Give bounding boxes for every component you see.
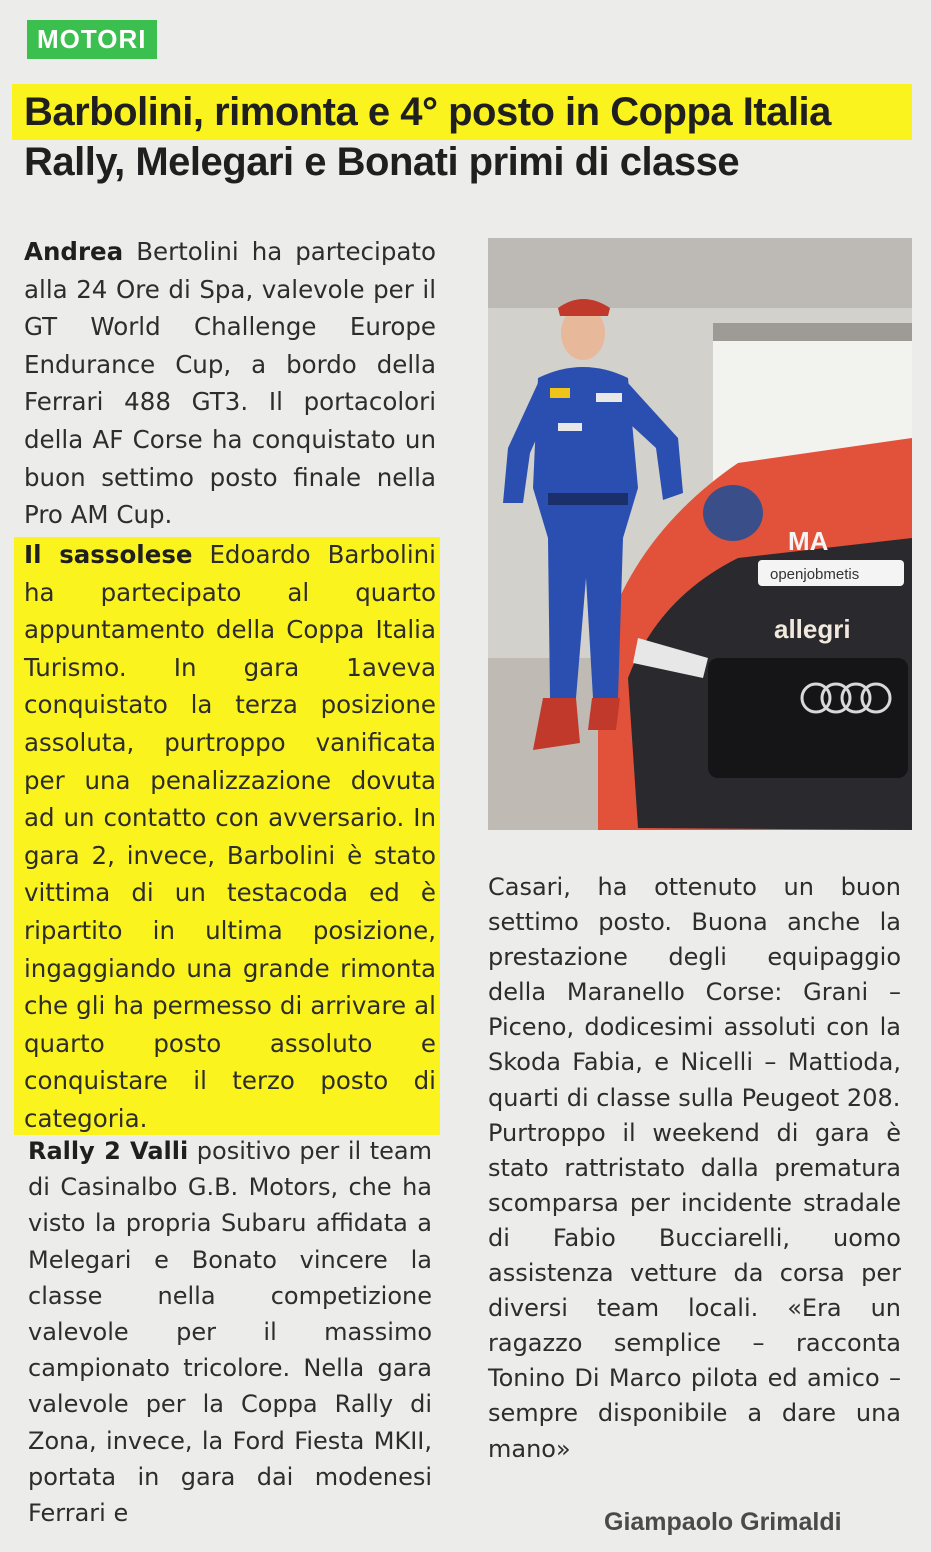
headline-line-2: Rally, Melegari e Bonati primi di classe xyxy=(24,140,740,184)
driver-belt xyxy=(548,493,628,505)
paragraph-lead: Andrea xyxy=(24,237,124,266)
article-photo xyxy=(488,238,912,830)
paragraph-bertolini xyxy=(24,233,436,534)
car-grille xyxy=(708,658,908,778)
suit-patch-2 xyxy=(596,393,622,402)
paragraph-rally xyxy=(28,1133,432,1531)
paragraph-text: positivo per il team di Casinalbo G.B. Motors, che ha visto la propria Subaru affidata a Melegari e Bonato vincere la classe nella competizione valevole per il massimo campionato tricolore. Nella gara valevole per la Coppa Rally di Zona, invece, la Ford Fiesta MKII, portata in gara dai modenesi Ferrari e xyxy=(28,1137,432,1528)
car-brand: MA xyxy=(788,526,829,556)
paragraph-barbolini xyxy=(24,536,436,1138)
paragraph-lead: Il sassolese xyxy=(24,540,193,569)
suit-patch-1 xyxy=(550,388,570,398)
paragraph-bucciarelli: Purtroppo il weekend di gara è stato rattristato dalla prematura scomparsa per incidente stradale di Fabio Bucciarelli, uomo assistenza vetture da corsa per diversi team locali. «Era un ragazzo semplice – racconta Tonino Di Marco pilota ed amico – sempre disponibile a dare una mano» xyxy=(488,1118,901,1463)
paragraph-text: Bertolini ha partecipato alla 24 Ore di Spa, valevole per il GT World Challenge Europe Endurance Cup, a bordo della Ferrari 488 GT3. Il portacolori della AF Corse ha conquistato un buon settimo posto finale nella Pro AM Cup. xyxy=(24,237,436,530)
car-sponsor-2: allegri xyxy=(774,614,851,644)
garage-ceiling xyxy=(488,238,912,308)
suit-patch-3 xyxy=(558,423,582,431)
right-column xyxy=(488,870,901,1467)
driver-suit-torso xyxy=(533,367,638,538)
driver-right-shoe xyxy=(588,698,620,730)
author-byline: Giampaolo Grimaldi xyxy=(604,1508,842,1536)
window-frame xyxy=(713,323,912,341)
paragraph-lead: Rally 2 Valli xyxy=(28,1137,189,1165)
section-tag: MOTORI xyxy=(27,20,157,59)
driver-with-car-illustration xyxy=(488,238,912,830)
paragraph-text: Edoardo Barbolini ha partecipato al quarto appuntamento della Coppa Italia Turismo. In gara 1aveva conquistato la terza posizione assoluta, purtroppo vanificata per una penalizzazione dovuta ad un contatto con avversario. In gara 2, invece, Barbolini è stato vittima di un testacoda ed è ripartito in ultima posizione, ingaggiando una grande rimonta che gli ha permesso di arrivare al quarto posto assoluto e conquistare il terzo posto di categoria. xyxy=(24,540,436,1133)
headline-line-1: Barbolini, rimonta e 4° posto in Coppa Italia xyxy=(24,90,831,134)
car-sponsor-1: openjobmetis xyxy=(770,566,860,583)
paragraph-casari: Casari, ha ottenuto un buon settimo posto. Buona anche la prestazione degli equipaggio della Maranello Corse: Grani – Piceno, dodicesimi assoluti con la Skoda Fabia, e Nicelli – Mattioda, quarti di classe sulla Peugeot 208. xyxy=(488,873,901,1112)
helmet xyxy=(703,485,763,541)
